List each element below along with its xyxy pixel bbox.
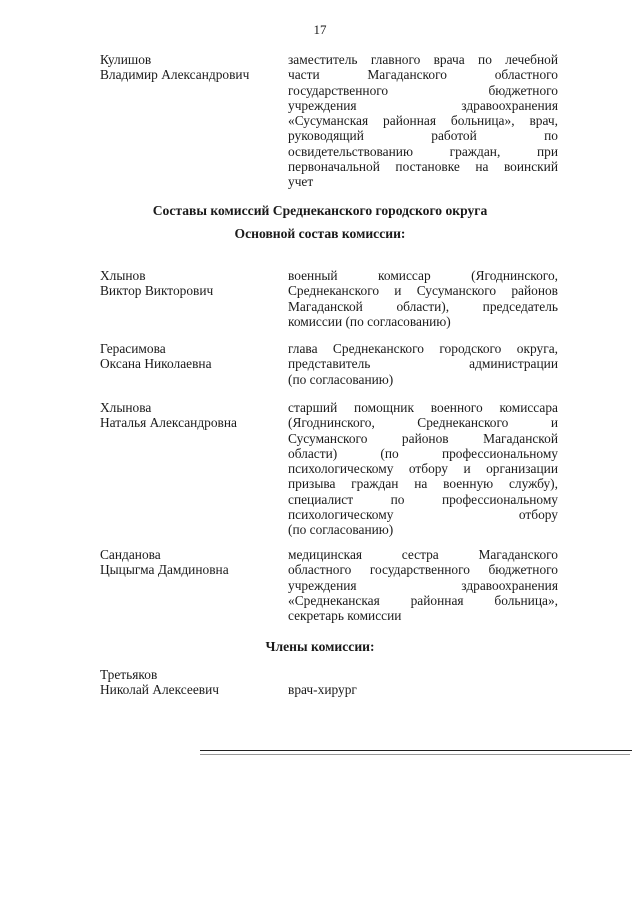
member-role (288, 52, 558, 190)
role-line: учреждения здравоохранения (288, 97, 558, 113)
role-line: областного государственного бюджетного (288, 562, 558, 578)
role-line: Сусуманского районов Магаданской (288, 430, 558, 446)
member-role (288, 268, 558, 329)
member-role (288, 547, 558, 623)
role-line: Среднеканского и Сусуманского районов (288, 283, 558, 299)
members-title: Члены комиссии: (265, 639, 375, 654)
role-line: «Сусуманская районная больница», врач, (288, 113, 558, 129)
member-role (288, 400, 558, 538)
role-line: глава Среднеканского городского округа, (288, 341, 558, 356)
member-name (100, 341, 280, 372)
role-line: (Ягоднинского, Среднеканского и (288, 415, 558, 431)
surname: Хлынов (100, 268, 146, 283)
given-names: Владимир Александрович (100, 67, 250, 83)
role-line: освидетельствованию граждан, при (288, 143, 558, 159)
surname: Кулишов (100, 52, 152, 67)
role-line: представитель администрации (288, 356, 558, 372)
role-line: (по согласованию) (288, 522, 394, 538)
role-line: специалист по профессиональному (288, 491, 558, 507)
given-names: Цыцыгма Дамдиновна (100, 562, 229, 578)
member-name (100, 400, 280, 431)
role-line: старший помощник военного комиссара (288, 400, 558, 415)
member-name (100, 268, 280, 299)
role-line: учреждения здравоохранения (288, 577, 558, 593)
role-line: Магаданской области), председатель (288, 298, 558, 314)
member-role (288, 682, 558, 697)
member-name (100, 547, 280, 578)
role-line: руководящий работой по (288, 128, 558, 144)
role-line: заместитель главного врача по лечебной (288, 52, 558, 67)
role-line: учет (288, 174, 314, 190)
role-line: государственного бюджетного (288, 82, 558, 98)
page-bottom-rule-shadow (200, 754, 630, 755)
role-line: комиссии (по согласованию) (288, 313, 451, 329)
given-names: Николай Алексеевич (100, 682, 220, 698)
role-line: медицинская сестра Магаданского (288, 547, 558, 562)
role-line: врач-хирург (288, 682, 357, 697)
page-bottom-rule (200, 750, 632, 751)
given-names: Виктор Викторович (100, 283, 214, 299)
role-line: призыва граждан на военную службу), (288, 476, 558, 492)
main-composition-title: Основной состав комиссии: (234, 226, 406, 241)
role-line: психологическому отбору и организации (288, 461, 558, 477)
role-line: секретарь комиссии (288, 608, 402, 624)
member-name (100, 52, 280, 83)
role-line: части Магаданского областного (288, 67, 558, 83)
surname: Санданова (100, 547, 161, 562)
surname: Третьяков (100, 667, 158, 682)
surname: Хлынова (100, 400, 152, 415)
section-title: Составы комиссий Среднеканского городского округа (152, 203, 488, 218)
given-names: Оксана Николаевна (100, 356, 212, 372)
member-name (100, 667, 280, 698)
role-line: «Среднеканская районная больница», (288, 592, 558, 608)
role-line: психологическому отбору (288, 507, 558, 523)
given-names: Наталья Александровна (100, 415, 237, 431)
surname: Герасимова (100, 341, 166, 356)
page-number: 17 (313, 22, 327, 37)
role-line: (по согласованию) (288, 371, 394, 387)
role-line: первоначальной постановке на воинский (288, 159, 558, 175)
member-role (288, 341, 558, 387)
role-line: военный комиссар (Ягоднинского, (288, 268, 558, 283)
role-line: области) (по профессиональному (288, 445, 558, 461)
